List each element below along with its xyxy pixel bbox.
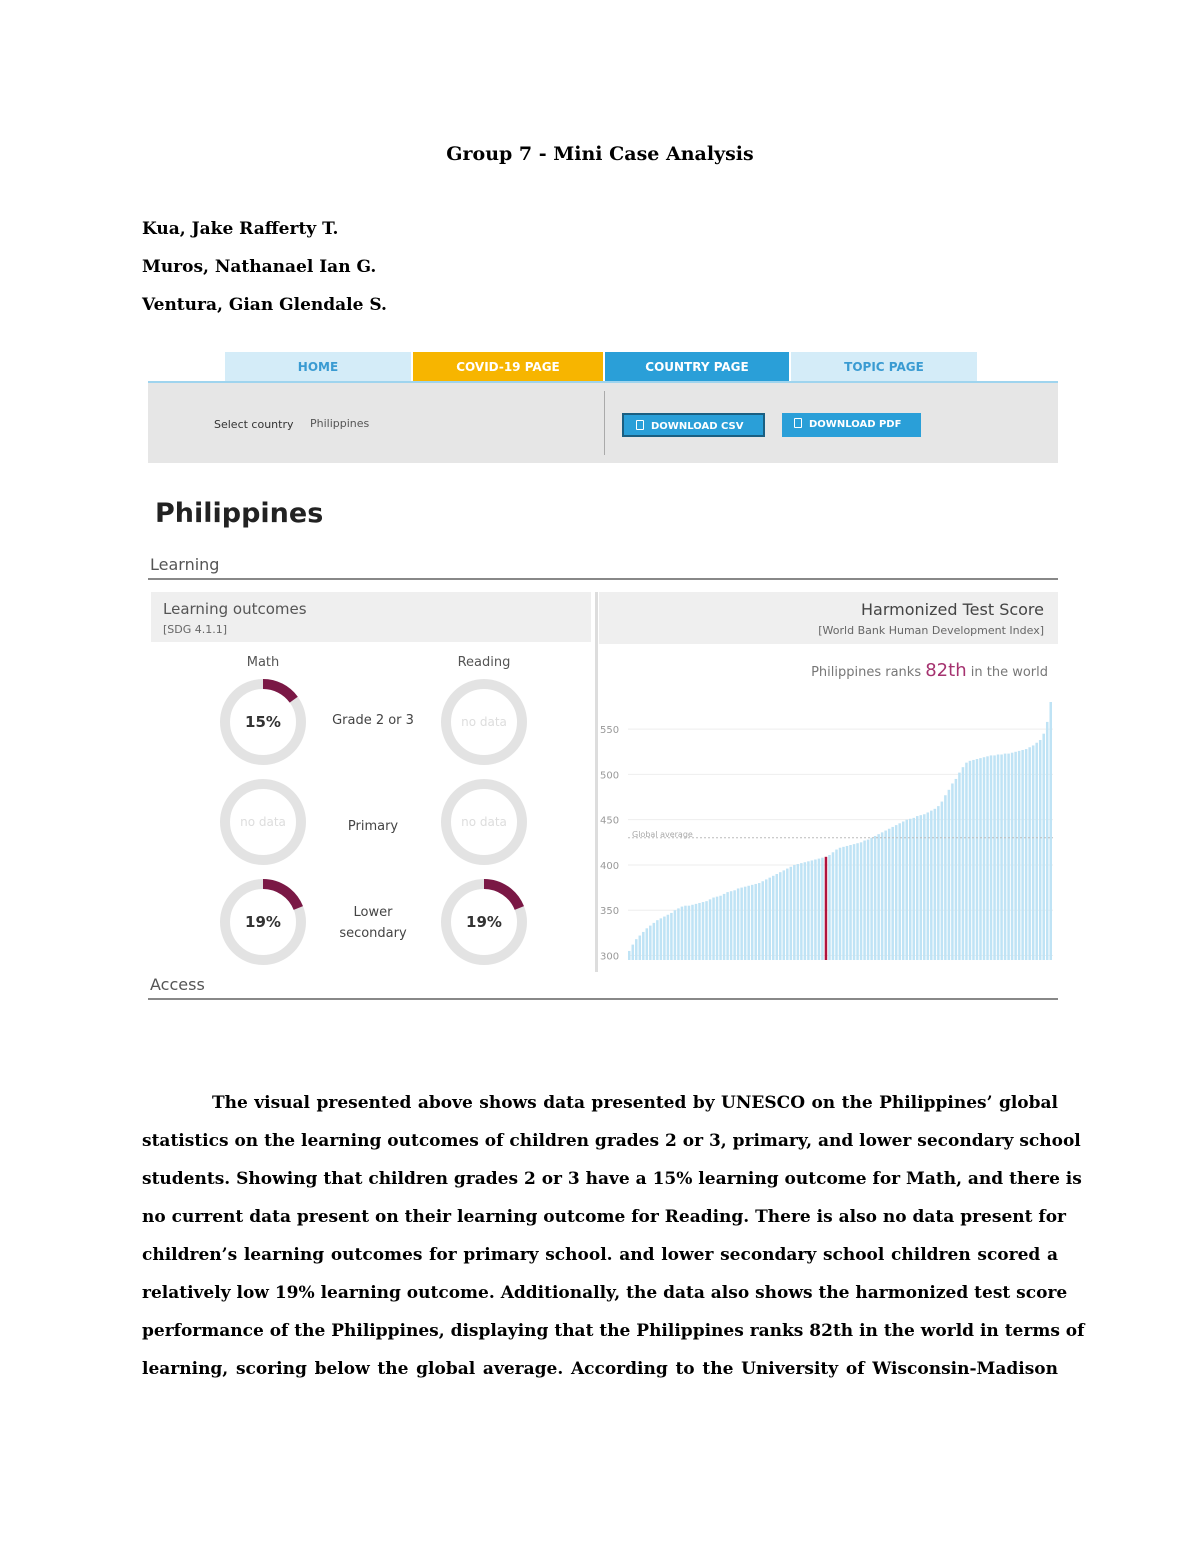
rank-suffix: in the world	[970, 665, 1048, 680]
bar	[797, 864, 800, 960]
bar	[920, 815, 923, 960]
bar	[754, 884, 757, 960]
section-rule	[148, 998, 1058, 1000]
donut-math-grade2or3	[218, 677, 308, 767]
bar	[737, 888, 740, 960]
section-rule	[148, 578, 1058, 580]
bar	[744, 887, 747, 960]
bar	[997, 755, 1000, 960]
bar	[712, 898, 715, 960]
bar	[856, 843, 859, 960]
author-name: Muros, Nathanael Ian G.	[142, 257, 377, 277]
tab-covid19[interactable]: COVID-19 PAGE	[413, 352, 603, 382]
bar	[839, 848, 842, 960]
bar	[765, 879, 768, 960]
bar	[818, 859, 821, 960]
bar	[969, 761, 972, 960]
bar	[646, 928, 649, 960]
body-paragraph	[142, 1084, 1085, 1388]
bar	[909, 819, 912, 960]
donut-value: no data	[461, 815, 507, 829]
bar	[888, 829, 891, 960]
bar	[628, 951, 631, 960]
learning-outcomes-title: Learning outcomes	[163, 600, 307, 618]
bar	[821, 858, 824, 960]
donut-reading-primary	[439, 777, 529, 867]
bar	[902, 821, 905, 960]
bar	[705, 901, 708, 960]
bar	[649, 926, 652, 960]
select-country-label: Select country	[214, 418, 294, 431]
bar	[807, 861, 810, 960]
bar	[930, 811, 933, 960]
y-tick-label: 400	[600, 860, 620, 872]
author-name: Kua, Jake Rafferty T.	[142, 219, 339, 239]
bar	[1049, 702, 1052, 960]
bar	[1011, 753, 1014, 960]
file-icon	[636, 420, 644, 430]
bar	[860, 842, 863, 960]
bar	[747, 886, 750, 960]
y-tick-label: 300	[600, 951, 620, 963]
bar	[667, 915, 670, 960]
bar	[905, 820, 908, 960]
global-average-label: Global average	[632, 829, 693, 839]
bar	[1032, 745, 1035, 960]
bar	[758, 883, 761, 960]
bar	[814, 860, 817, 960]
download-pdf-button[interactable]	[782, 413, 921, 437]
bar	[986, 756, 989, 960]
bar	[779, 872, 782, 960]
bar	[761, 881, 764, 960]
donut-value: no data	[240, 815, 286, 829]
rank-statement	[811, 660, 1048, 681]
bar	[849, 845, 852, 960]
bar	[1000, 755, 1003, 960]
document-title: Group 7 - Mini Case Analysis	[446, 143, 754, 165]
harmonized-test-score-header	[599, 592, 1058, 644]
tab-home[interactable]: HOME	[225, 352, 411, 382]
harmonized-score-bar-chart	[598, 702, 1056, 964]
bar	[948, 790, 951, 960]
bar	[790, 867, 793, 960]
bar	[828, 855, 831, 960]
donut-value: 15%	[245, 713, 281, 731]
bar	[702, 902, 705, 960]
bar	[941, 802, 944, 960]
rank-prefix: Philippines ranks	[811, 665, 922, 680]
learning-outcomes-header	[151, 592, 591, 642]
bar	[983, 757, 986, 960]
bar	[881, 832, 884, 960]
bar	[656, 920, 659, 960]
bar	[958, 773, 961, 960]
bar	[695, 904, 698, 960]
dashboard-screenshot	[148, 352, 1058, 1002]
bar	[891, 827, 894, 960]
bar	[913, 818, 916, 960]
paragraph-line: The visual presented above shows data presented by UNESCO on the Philippines’ global	[212, 1093, 1058, 1113]
download-pdf-label: DOWNLOAD PDF	[809, 419, 902, 430]
country-select-bar	[148, 383, 1058, 463]
country-select[interactable]: Philippines	[310, 417, 370, 430]
bar	[768, 878, 771, 960]
bar	[1004, 754, 1007, 960]
bar	[934, 809, 937, 960]
row-label-lower-secondary: Lower secondary	[339, 905, 407, 941]
bar	[653, 923, 656, 960]
bar-philippines	[825, 857, 828, 960]
harmonized-subtitle: [World Bank Human Development Index]	[818, 624, 1044, 637]
author-name: Ventura, Gian Glendale S.	[142, 295, 387, 315]
bar	[962, 767, 965, 960]
bar	[1042, 734, 1045, 960]
bar	[923, 814, 926, 960]
donut-value: no data	[461, 715, 507, 729]
row-label-grade2or3: Grade 2 or 3	[332, 713, 414, 728]
bar	[863, 841, 866, 960]
bar	[709, 899, 712, 960]
bar	[740, 888, 743, 960]
bar	[684, 906, 687, 960]
bar	[937, 806, 940, 960]
y-tick-label: 350	[600, 906, 620, 918]
bar	[965, 763, 968, 960]
download-csv-button[interactable]	[622, 413, 765, 437]
bar	[895, 825, 898, 960]
donut-value: 19%	[245, 913, 281, 931]
bar	[1028, 747, 1031, 960]
bar	[835, 850, 838, 960]
bar	[733, 890, 736, 960]
divider	[604, 391, 605, 455]
paragraph-line: relatively low 19% learning outcome. Additionally, the data also shows the harmonized test score	[142, 1283, 1068, 1303]
bar	[1014, 752, 1017, 960]
bar	[979, 758, 982, 960]
bar	[1025, 749, 1028, 960]
bar	[635, 939, 638, 960]
bar	[663, 917, 666, 960]
section-learning-label: Learning	[150, 555, 220, 574]
donut-math-primary	[218, 777, 308, 867]
bar	[853, 844, 856, 960]
file-icon	[794, 418, 802, 428]
bar	[1046, 722, 1049, 960]
paragraph-line: statistics on the learning outcomes of children grades 2 or 3, primary, and lower secondary school	[142, 1131, 1081, 1151]
bar	[993, 755, 996, 960]
bar	[776, 874, 779, 960]
y-tick-label: 500	[600, 770, 620, 782]
bar	[632, 945, 635, 960]
paragraph-line: no current data present on their learning outcome for Reading. There is also no data present for	[142, 1207, 1066, 1227]
bar	[751, 885, 754, 960]
bar	[972, 760, 975, 960]
column-header-math: Math	[246, 655, 280, 670]
y-tick-label: 550	[600, 725, 620, 737]
section-access-label: Access	[150, 975, 205, 994]
tab-bar	[225, 352, 979, 382]
bar	[681, 907, 684, 960]
bar	[877, 834, 880, 960]
paragraph-line: performance of the Philippines, displaying that the Philippines ranks 82th in the world in terms of	[142, 1321, 1085, 1341]
bar	[1039, 740, 1042, 960]
bar	[804, 862, 807, 960]
bar	[990, 755, 993, 960]
bar	[811, 860, 814, 960]
bar	[870, 838, 873, 960]
y-tick-label: 450	[600, 815, 620, 827]
harmonized-title: Harmonized Test Score	[861, 600, 1044, 619]
paragraph-line: students. Showing that children grades 2 or 3 have a 15% learning outcome for Math, and there is	[142, 1169, 1082, 1189]
bar	[719, 896, 722, 960]
bar	[639, 936, 642, 960]
rank-value: 82th	[925, 660, 967, 681]
donut-reading-lower-secondary	[439, 877, 529, 967]
bar	[867, 840, 870, 960]
bar	[1007, 754, 1010, 960]
bar	[874, 836, 877, 960]
bar	[730, 891, 733, 960]
bar	[1021, 750, 1024, 960]
row-label-primary: Primary	[347, 819, 399, 834]
donut-reading-grade2or3	[439, 677, 529, 767]
bar	[846, 846, 849, 960]
paragraph-line: learning, scoring below the global average. According to the University of Wisconsin-Madison	[142, 1359, 1058, 1379]
bar	[884, 831, 887, 960]
bar	[793, 865, 796, 960]
bar	[800, 863, 803, 960]
bar	[716, 897, 719, 960]
bar	[927, 812, 930, 960]
bar	[691, 905, 694, 960]
learning-outcomes-subtitle: [SDG 4.1.1]	[163, 623, 228, 636]
bar	[698, 903, 701, 960]
bar	[726, 892, 729, 960]
bar	[944, 795, 947, 960]
tab-topic[interactable]: TOPIC PAGE	[791, 352, 977, 382]
bar	[842, 847, 845, 960]
bar	[688, 906, 691, 960]
column-header-reading: Reading	[457, 655, 511, 670]
bar	[783, 870, 786, 960]
bar	[723, 894, 726, 960]
bar	[898, 823, 901, 960]
country-heading: Philippines	[155, 498, 324, 529]
bar	[660, 918, 663, 960]
bar	[832, 852, 835, 960]
bar	[772, 876, 775, 960]
bar	[955, 779, 958, 960]
paragraph-line: children’s learning outcomes for primary school. and lower secondary school children scored a	[142, 1245, 1058, 1265]
bar	[786, 869, 789, 960]
bar	[951, 783, 954, 960]
bar	[1035, 743, 1038, 960]
donut-math-lower-secondary	[218, 877, 308, 967]
bar	[670, 913, 673, 960]
download-csv-label: DOWNLOAD CSV	[651, 421, 744, 432]
bar	[677, 908, 680, 960]
bar	[976, 759, 979, 960]
bar	[674, 910, 677, 960]
tab-country[interactable]: COUNTRY PAGE	[605, 352, 789, 382]
bar	[642, 932, 645, 960]
bar	[1018, 751, 1021, 960]
donut-value: 19%	[466, 913, 502, 931]
